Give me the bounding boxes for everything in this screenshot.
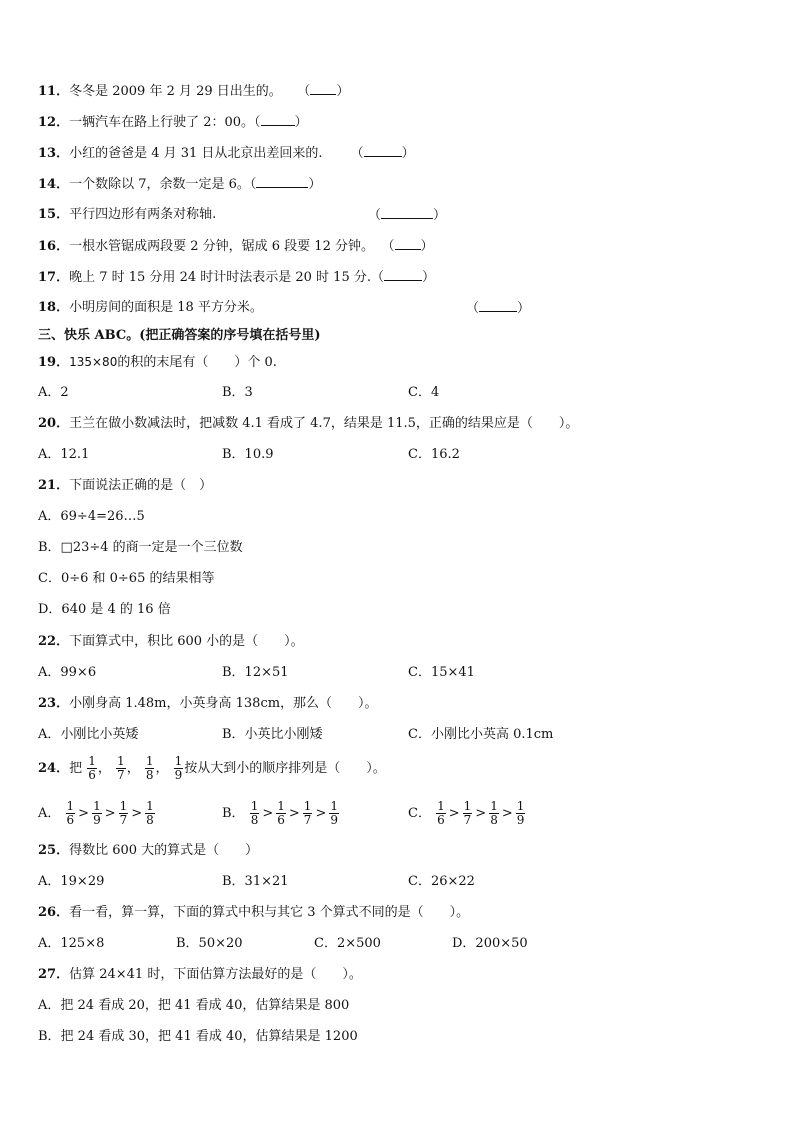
answer-blank[interactable] <box>395 237 421 250</box>
question-15: 15．平行四边形有两条对称轴. （ ） <box>38 207 447 223</box>
question-22: 22．下面算式中，积比 600 小的是（ ）。 <box>38 634 304 649</box>
option-a[interactable]: A．小刚比小英矮 <box>38 727 139 742</box>
option-c[interactable]: C．4 <box>408 385 440 400</box>
option-c[interactable]: C．小刚比小英高 0.1cm <box>408 727 554 742</box>
question-25: 25．得数比 600 大的算式是（ ） <box>38 843 259 858</box>
section-3-heading: 三、快乐 ABC。(把正确答案的序号填在括号里) <box>38 328 321 343</box>
option-c[interactable]: C．2×500 <box>314 936 381 951</box>
option-c[interactable]: C． $\frac{1}{6}$ > $\frac{1}{7}$ > $\frac{1}{8}$ > $\frac{1}{9}$ <box>408 799 525 827</box>
question-19: 19．135×80的积的末尾有（ ）个 0. <box>38 355 277 370</box>
option-b[interactable]: B．□23÷4 的商一定是一个三位数 <box>38 540 243 555</box>
question-13: 13．小红的爸爸是 4 月 31 日从北京出差回来的. （ ） <box>38 146 415 161</box>
question-14: 14．一个数除以 7，余数一定是 6。（ ） <box>38 177 322 192</box>
option-b[interactable]: B．31×21 <box>222 874 289 889</box>
fraction: $\frac{1}{8}$ <box>145 754 154 782</box>
option-a[interactable]: A．69÷4=26…5 <box>38 509 145 524</box>
option-c[interactable]: C．15×41 <box>408 665 475 680</box>
question-23: 23．小刚身高 1.48m，小英身高 138cm，那么（ ）。 <box>38 696 378 711</box>
question-16: 16．一根水管锯成两段要 2 分钟，锯成 6 段要 12 分钟。 （ ） <box>38 239 434 254</box>
option-d[interactable]: D．640 是 4 的 16 倍 <box>38 602 171 617</box>
answer-blank[interactable] <box>256 175 308 188</box>
option-a[interactable]: A．99×6 <box>38 665 97 680</box>
option-b[interactable]: B．12×51 <box>222 665 289 680</box>
option-a[interactable]: A． $\frac{1}{6}$ > $\frac{1}{9}$ > $\frac{1}{7}$ > $\frac{1}{8}$ <box>38 799 154 827</box>
question-17: 17．晚上 7 时 15 分用 24 时计时法表示是 20 时 15 分.（ ） <box>38 270 436 285</box>
answer-blank[interactable] <box>310 82 336 95</box>
option-a[interactable]: A．2 <box>38 385 69 400</box>
option-b[interactable]: B．3 <box>222 385 253 400</box>
option-c[interactable]: C．0÷6 和 0÷65 的结果相等 <box>38 571 215 586</box>
answer-blank[interactable] <box>381 206 433 219</box>
fraction: $\frac{1}{9}$ <box>174 754 183 782</box>
option-a[interactable]: A．把 24 看成 20，把 41 看成 40，估算结果是 800 <box>38 998 350 1013</box>
question-27: 27．估算 24×41 时，下面估算方法最好的是（ ）。 <box>38 967 362 982</box>
question-24: 24．把 $\frac{1}{6}$ ， $\frac{1}{7}$ ， $\frac{1}{8}$ ， $\frac{1}{9}$ 按从大到小的顺序排列是（ ）。 <box>38 754 386 782</box>
question-20: 20．王兰在做小数减法时，把减数 4.1 看成了 4.7，结果是 11.5，正确的结果应是（ ）。 <box>38 416 579 431</box>
question-26: 26．看一看，算一算，下面的算式中积与其它 3 个算式不同的是（ ）。 <box>38 905 470 920</box>
question-12: 12．一辆汽车在路上行驶了 2：00。（ ） <box>38 115 308 130</box>
fraction: $\frac{1}{6}$ <box>88 754 96 782</box>
option-a[interactable]: A．19×29 <box>38 874 105 889</box>
fraction: $\frac{1}{7}$ <box>117 754 125 782</box>
answer-blank[interactable] <box>261 113 295 126</box>
option-b[interactable]: B．小英比小刚矮 <box>222 727 323 742</box>
question-18: 18．小明房间的面积是 18 平方分米。 （ ） <box>38 300 531 316</box>
option-b[interactable]: B．10.9 <box>222 447 274 462</box>
option-c[interactable]: C．16.2 <box>408 447 460 462</box>
question-11: 11．冬冬是 2009 年 2 月 29 日出生的。 （ ） <box>38 84 350 99</box>
answer-blank[interactable] <box>479 299 517 312</box>
option-d[interactable]: D．200×50 <box>452 936 528 951</box>
option-b[interactable]: B．50×20 <box>176 936 243 951</box>
option-b[interactable]: B． $\frac{1}{8}$ > $\frac{1}{6}$ > $\frac{1}{7}$ > $\frac{1}{9}$ <box>222 799 338 827</box>
option-b[interactable]: B．把 24 看成 30，把 41 看成 40，估算结果是 1200 <box>38 1029 358 1044</box>
answer-blank[interactable] <box>384 268 422 281</box>
option-a[interactable]: A．12.1 <box>38 447 90 462</box>
question-21: 21．下面说法正确的是（ ） <box>38 478 213 493</box>
option-a[interactable]: A．125×8 <box>38 936 105 951</box>
question-24-options <box>38 797 764 831</box>
option-c[interactable]: C．26×22 <box>408 874 475 889</box>
answer-blank[interactable] <box>364 144 402 157</box>
